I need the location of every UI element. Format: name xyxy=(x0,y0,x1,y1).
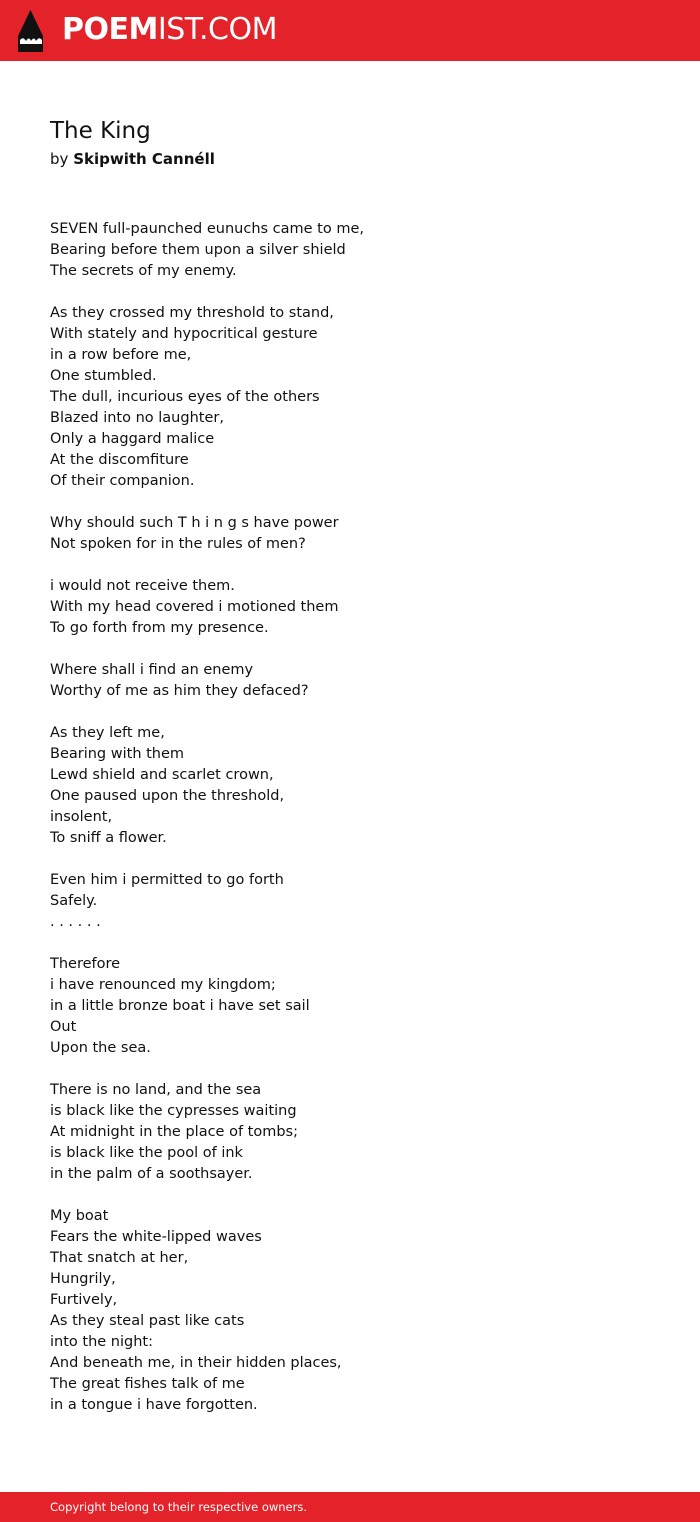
poem-stanza xyxy=(50,1080,650,1185)
poem-line: in the palm of a soothsayer. xyxy=(50,1166,253,1182)
poem-stanza xyxy=(50,1206,650,1416)
pencil-tip-icon[interactable] xyxy=(17,10,44,52)
poem-stanza xyxy=(50,513,650,555)
poem-line: insolent, xyxy=(50,809,113,825)
poem-line: My boat xyxy=(50,1208,109,1224)
poem-line: Fears the white-lipped waves xyxy=(50,1229,262,1245)
poem-line: in a little bronze boat i have set sail xyxy=(50,998,310,1014)
by-label: by xyxy=(50,150,69,168)
poem-line: There is no land, and the sea xyxy=(50,1082,262,1098)
poem-line: Why should such T h i n g s have power xyxy=(50,515,339,531)
poem-line: As they steal past like cats xyxy=(50,1313,245,1329)
poem-line: . . . . . . xyxy=(50,914,101,930)
poem-stanza xyxy=(50,576,650,639)
poem-line: Upon the sea. xyxy=(50,1040,151,1056)
poem-line: With stately and hypocritical gesture xyxy=(50,326,318,342)
poem-line: With my head covered i motioned them xyxy=(50,599,339,615)
site-header xyxy=(0,0,700,61)
poem-stanza xyxy=(50,723,650,849)
poem-line: At midnight in the place of tombs; xyxy=(50,1124,298,1140)
poem-stanza xyxy=(50,219,650,282)
poem-line: Bearing with them xyxy=(50,746,185,762)
poem-line: SEVEN full-paunched eunuchs came to me, xyxy=(50,221,365,237)
poem-stanza xyxy=(50,660,650,702)
poem-line: Even him i permitted to go forth xyxy=(50,872,284,888)
site-footer xyxy=(0,1492,700,1522)
poem-line: One paused upon the threshold, xyxy=(50,788,285,804)
poem-line: in a tongue i have forgotten. xyxy=(50,1397,258,1413)
poem-line: Not spoken for in the rules of men? xyxy=(50,536,306,552)
poem-line: As they left me, xyxy=(50,725,165,741)
poem-line: is black like the cypresses waiting xyxy=(50,1103,297,1119)
poem-line: Lewd shield and scarlet crown, xyxy=(50,767,274,783)
poem-line: The secrets of my enemy. xyxy=(50,263,237,279)
poem-line: Worthy of me as him they defaced? xyxy=(50,683,309,699)
poem-line: i have renounced my kingdom; xyxy=(50,977,276,993)
poem-line: To sniff a flower. xyxy=(50,830,167,846)
poem-line: Where shall i find an enemy xyxy=(50,662,254,678)
site-logo-text[interactable] xyxy=(62,12,277,48)
poem-title: The King xyxy=(50,118,151,144)
brand-bold-text: POEM xyxy=(62,12,158,47)
poem-stanza xyxy=(50,954,650,1059)
poem-body xyxy=(50,219,650,1437)
poem-author: Skipwith Cannéll xyxy=(73,150,215,168)
poem-line: At the discomfiture xyxy=(50,452,189,468)
poem-line: Of their companion. xyxy=(50,473,195,489)
poem-line: is black like the pool of ink xyxy=(50,1145,243,1161)
poem-line: Out xyxy=(50,1019,77,1035)
copyright-text: Copyright belong to their respective owners. xyxy=(50,1500,308,1514)
poem-line: The great fishes talk of me xyxy=(50,1376,245,1392)
poem-line: Therefore xyxy=(50,956,121,972)
poem-stanza xyxy=(50,870,650,933)
poem-line: i would not receive them. xyxy=(50,578,235,594)
poem-line: To go forth from my presence. xyxy=(50,620,269,636)
poem-header xyxy=(50,114,650,170)
poem-byline xyxy=(50,148,650,170)
poem-stanza xyxy=(50,303,650,492)
poem-line: One stumbled. xyxy=(50,368,157,384)
poem-line: Hungrily, xyxy=(50,1271,116,1287)
poem-line: Only a haggard malice xyxy=(50,431,215,447)
poem-line: The dull, incurious eyes of the others xyxy=(50,389,320,405)
brand-light-text: IST.COM xyxy=(157,12,277,47)
poem-line: Safely. xyxy=(50,893,98,909)
poem-line: Blazed into no laughter, xyxy=(50,410,224,426)
poem-line: That snatch at her, xyxy=(50,1250,189,1266)
poem-line: And beneath me, in their hidden places, xyxy=(50,1355,342,1371)
poem-line: into the night: xyxy=(50,1334,153,1350)
poem-line: Bearing before them upon a silver shield xyxy=(50,242,346,258)
poem-line: Furtively, xyxy=(50,1292,118,1308)
poem-line: As they crossed my threshold to stand, xyxy=(50,305,334,321)
poem-line: in a row before me, xyxy=(50,347,192,363)
